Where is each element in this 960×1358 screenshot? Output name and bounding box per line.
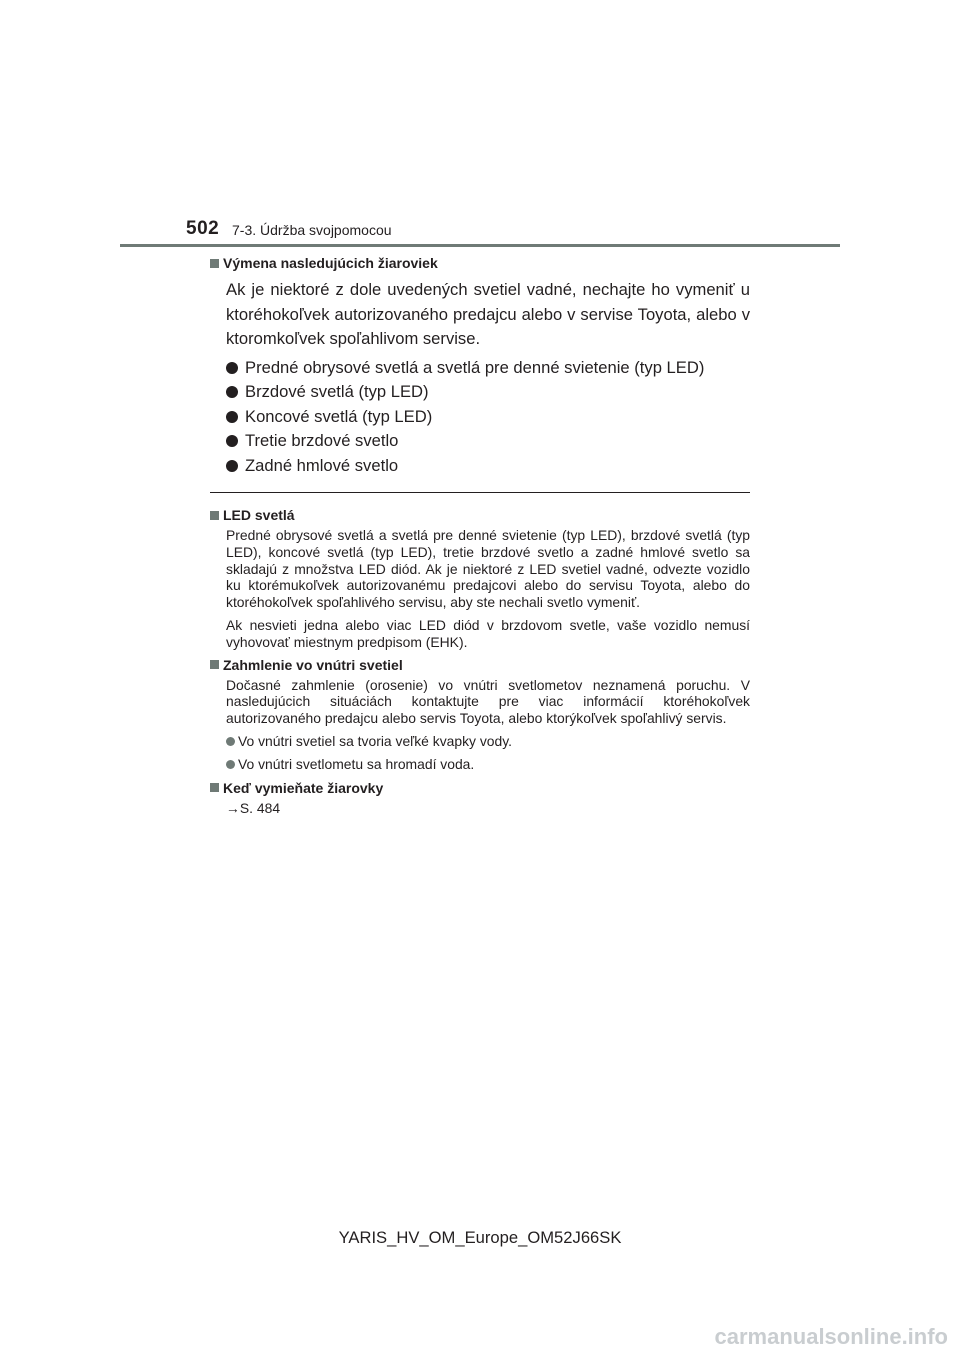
page-reference-link[interactable]: →S. 484 bbox=[226, 799, 281, 816]
page-number: 502 bbox=[186, 218, 220, 239]
document-code: YARIS_HV_OM_Europe_OM52J66SK bbox=[338, 1228, 622, 1247]
header-rule bbox=[120, 244, 840, 247]
led-lights-para-2: Ak nesvieti jedna alebo viac LED diód v brzdovom svetle, vaše vozidlo nemusí vyhovovať miestnym predpisom (EHK). bbox=[226, 616, 750, 650]
heading-text: Zahmlenie vo vnútri svetiel bbox=[223, 656, 403, 673]
list-item-text: Predné obrysové svetlá a svetlá pre denné svietenie (typ LED) bbox=[245, 357, 705, 377]
heading-text: Keď vymieňate žiarovky bbox=[223, 779, 384, 796]
list-item-text: Tretie brzdové svetlo bbox=[245, 431, 399, 450]
square-bullet-icon bbox=[210, 259, 219, 268]
list-item bbox=[226, 380, 750, 405]
bullet-dot-icon bbox=[226, 362, 238, 374]
list-item-text: Zadné hmlové svetlo bbox=[245, 455, 399, 475]
bulb-list bbox=[226, 356, 750, 479]
square-bullet-icon bbox=[210, 511, 219, 520]
bullet-dot-icon bbox=[226, 737, 235, 746]
list-item bbox=[226, 429, 750, 454]
bulb-replacement-heading bbox=[210, 254, 750, 272]
list-item-text: Koncové svetlá (typ LED) bbox=[245, 406, 433, 426]
list-item-text: Vo vnútri svetlometu sa hromadí voda. bbox=[238, 755, 475, 772]
condensation-para: Dočasné zahmlenie (orosenie) vo vnútri svetlometov neznamená poruchu. V nasledujúcich situáciách kontaktujte pre viac informácií ktoréhokoľvek autorizovaného predajcu alebo servis Toyota, alebo ktorýkoľvek spoľahlivý servis. bbox=[226, 676, 750, 727]
led-lights-para-1: Predné obrysové svetlá a svetlá pre denné svietenie (typ LED), brzdové svetlá (typ LED), koncové svetlá (typ LED), tretie brzdové svetlo a zadné hmlové svetlo sa skladajú z množstva LED diód. Ak je niektoré z LED svetiel vadné, odvezte vozidlo ku ktorémukoľvek autorizovanému predajcovi alebo do servisu Toyota, alebo do ktoréhokoľvek spoľahlivého servisu, aby ste nechali svetlo vymeniť. bbox=[226, 527, 750, 611]
list-item bbox=[226, 733, 750, 750]
bullet-dot-icon bbox=[226, 386, 238, 398]
led-lights-heading bbox=[210, 506, 750, 524]
replacing-bulbs-heading bbox=[210, 779, 750, 797]
bullet-dot-icon bbox=[226, 760, 235, 769]
list-item-text: Vo vnútri svetiel sa tvoria veľké kvapky vody. bbox=[238, 732, 513, 749]
list-item bbox=[226, 405, 750, 430]
bullet-dot-icon bbox=[226, 460, 238, 472]
section-title: 7-3. Údržba svojpomocou bbox=[232, 222, 392, 238]
list-item bbox=[226, 454, 750, 479]
list-item-text: Brzdové svetlá (typ LED) bbox=[245, 382, 429, 401]
square-bullet-icon bbox=[210, 783, 219, 792]
watermark-logo: carmanualsonline.info bbox=[714, 1324, 948, 1349]
page-content bbox=[210, 254, 750, 816]
bullet-dot-icon bbox=[226, 435, 238, 447]
bullet-dot-icon bbox=[226, 411, 238, 423]
section-divider bbox=[210, 492, 750, 493]
condensation-list bbox=[226, 733, 750, 773]
condensation-heading bbox=[210, 656, 750, 674]
bulb-replacement-intro: Ak je niektoré z dole uvedených svetiel vadné, nechajte ho vymeniť u ktoréhokoľvek autorizovaného predajcu alebo v servise Toyota, alebo v ktoromkoľvek spoľahlivom servise. bbox=[226, 280, 750, 348]
list-item bbox=[226, 756, 750, 773]
square-bullet-icon bbox=[210, 660, 219, 669]
heading-text: LED svetlá bbox=[223, 507, 295, 523]
list-item bbox=[226, 356, 750, 381]
heading-text: Výmena nasledujúcich žiaroviek bbox=[223, 255, 438, 271]
